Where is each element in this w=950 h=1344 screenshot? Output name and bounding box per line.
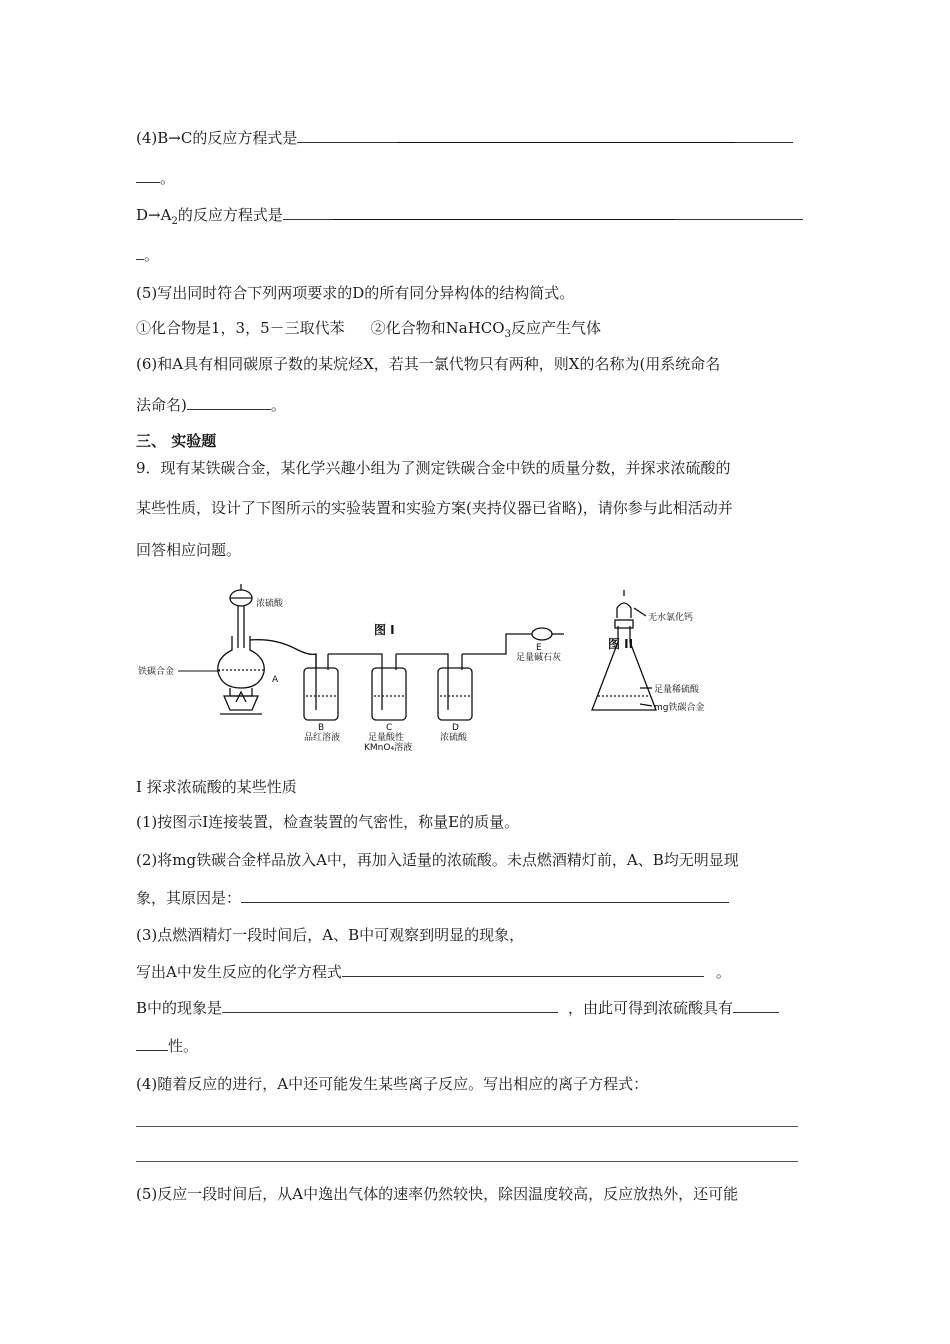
part1-s3-property-blank-2[interactable] <box>136 1036 168 1051</box>
q4-da2-prefix-b: 的反应方程式是 <box>177 206 283 224</box>
label-conc-acid: 浓硫酸 <box>256 599 284 609</box>
q6-line2-prefix: 法命名) <box>136 396 187 414</box>
part1-s3-line4 <box>136 1036 198 1056</box>
q5-text: (5)写出同时符合下列两项要求的D的所有同分异构体的结构简式。 <box>136 284 575 302</box>
part1-s4-answer-line-2[interactable] <box>136 1161 798 1162</box>
q4-da2-blank-3[interactable] <box>675 205 803 220</box>
fig2-drying-tube <box>617 603 631 618</box>
burner-body <box>224 696 258 710</box>
q4-bc-cont <box>136 168 175 188</box>
part1-s3-line1: (3)点燃酒精灯一段时间后，A、B中可观察到明显的现象， <box>136 926 525 944</box>
part1-s3-line4-suffix: 性。 <box>168 1037 199 1055</box>
label-C-desc2: KMnO₄溶液 <box>364 743 413 753</box>
part1-s1: (1)按图示Ⅰ连接装置，检查装置的气密性，称量E的质量。 <box>136 813 520 831</box>
part1-s2-prefix: 象，其原因是： <box>136 889 242 907</box>
q6-blank[interactable] <box>187 395 271 410</box>
part1-s4: (4)随着反应的进行，A中还可能发生某些离子反应。写出相应的离子方程式： <box>136 1075 649 1093</box>
q4-da2-blank-4[interactable] <box>136 245 144 260</box>
q9-line1: 9．现有某铁碳合金，某化学兴趣小组为了测定铁碳合金中铁的质量分数，并探求浓硫酸的 <box>136 459 731 477</box>
bottle-B <box>304 668 338 720</box>
drying-tube-E <box>532 628 552 640</box>
tube-A-B <box>250 640 316 668</box>
part1-s3-equation-blank[interactable] <box>342 962 704 977</box>
bottle-C <box>372 668 406 720</box>
q4-bc-blank-3[interactable] <box>735 128 793 143</box>
label-E-desc: 足量碱石灰 <box>516 653 562 663</box>
label-cacl2: 无水氯化钙 <box>648 613 694 623</box>
part1-title: Ⅰ 探求浓硫酸的某些性质 <box>136 778 297 796</box>
q9-line3: 回答相应问题。 <box>136 541 242 559</box>
part1-s3-property-blank-1[interactable] <box>733 998 779 1013</box>
q4-da2-suffix: 。 <box>144 246 160 264</box>
q5-cond2-a: ②化合物和NaHCO <box>370 319 505 337</box>
q4-da2-sub: 2 <box>171 216 178 227</box>
part1-s3-line2-suffix: 。 <box>715 963 731 981</box>
label-C: C <box>386 723 393 733</box>
q4-bc-line <box>136 128 793 148</box>
tube-D-E <box>462 634 532 654</box>
part1-s2-line2 <box>136 888 729 908</box>
q5-cond2-b: 反应产生气体 <box>510 319 601 337</box>
q4-bc-blank-4[interactable] <box>136 168 160 183</box>
q6-line2 <box>136 395 286 415</box>
label-C-desc1: 足量酸性 <box>368 733 405 743</box>
label-E: E <box>536 643 542 653</box>
part1-s3-line2 <box>136 962 731 982</box>
q6-line2-suffix: 。 <box>270 396 286 414</box>
part1-s2-blank[interactable] <box>241 888 729 903</box>
flask-A <box>218 636 264 688</box>
tube-C-D <box>396 654 448 670</box>
part1-s3-line3-prefix: B中的现象是 <box>136 999 223 1017</box>
q4-da2-blank-2[interactable] <box>333 205 675 220</box>
q9-line2: 某些性质，设计了下图所示的实验装置和实验方案(夹持仪器已省略)，请你参与此相活动并 <box>136 499 733 517</box>
label-D: D <box>452 723 459 733</box>
apparatus-figure <box>134 578 754 753</box>
q4-da2-line <box>136 205 803 232</box>
q4-da2-prefix-a: D→A <box>136 206 172 224</box>
label-mg-alloy: mg铁碳合金 <box>654 703 705 713</box>
part1-s3-line2-prefix: 写出A中发生反应的化学方程式 <box>136 963 342 981</box>
q5-cond1: ①化合物是1，3，5－三取代苯 <box>136 319 345 337</box>
part1-s3-line3-mid: ，由此可得到浓硫酸具有 <box>568 999 734 1017</box>
label-dilute: 足量稀硫酸 <box>654 685 700 695</box>
bottle-D <box>438 668 472 720</box>
tube-B-C <box>328 654 382 670</box>
label-alloy: 铁碳合金 <box>138 667 175 677</box>
q4-bc-prefix: (4)B→C的反应方程式是 <box>136 129 298 147</box>
q4-bc-suffix: 。 <box>160 169 176 187</box>
part1-s5: (5)反应一段时间后，从A中逸出气体的速率仍然较快，除因温度较高，反应放热外，还可能 <box>136 1185 739 1203</box>
q6-line1: (6)和A具有相同碳原子数的某烷烃X，若其一氯代物只有两种，则X的名称为(用系统命名 <box>136 355 721 373</box>
part1-s3-line3 <box>136 998 779 1018</box>
section3-title: 三、 实验题 <box>136 432 217 450</box>
label-B-desc: 品红溶液 <box>304 733 341 743</box>
q4-bc-blank-2[interactable] <box>397 128 735 143</box>
part1-s3-phenomenon-blank[interactable] <box>222 998 558 1013</box>
q5-cond2-sub: 3 <box>504 329 511 340</box>
burner-flame <box>236 692 246 702</box>
label-A: A <box>272 675 279 685</box>
label-B: B <box>318 723 325 733</box>
q4-da2-cont <box>136 245 159 265</box>
part1-s4-answer-line-1[interactable] <box>136 1126 798 1127</box>
label-D-desc: 浓硫酸 <box>440 733 468 743</box>
q4-bc-blank-1[interactable] <box>297 128 397 143</box>
fig1-title: 图 I <box>374 623 395 637</box>
part1-s2-line1: (2)将mg铁碳合金样品放入A中，再加入适量的浓硫酸。未点燃酒精灯前，A、B均无明显现 <box>136 851 739 869</box>
fig2-title: 图 II <box>608 637 634 651</box>
q4-da2-blank-1[interactable] <box>283 205 333 220</box>
q5-conditions <box>136 318 601 345</box>
